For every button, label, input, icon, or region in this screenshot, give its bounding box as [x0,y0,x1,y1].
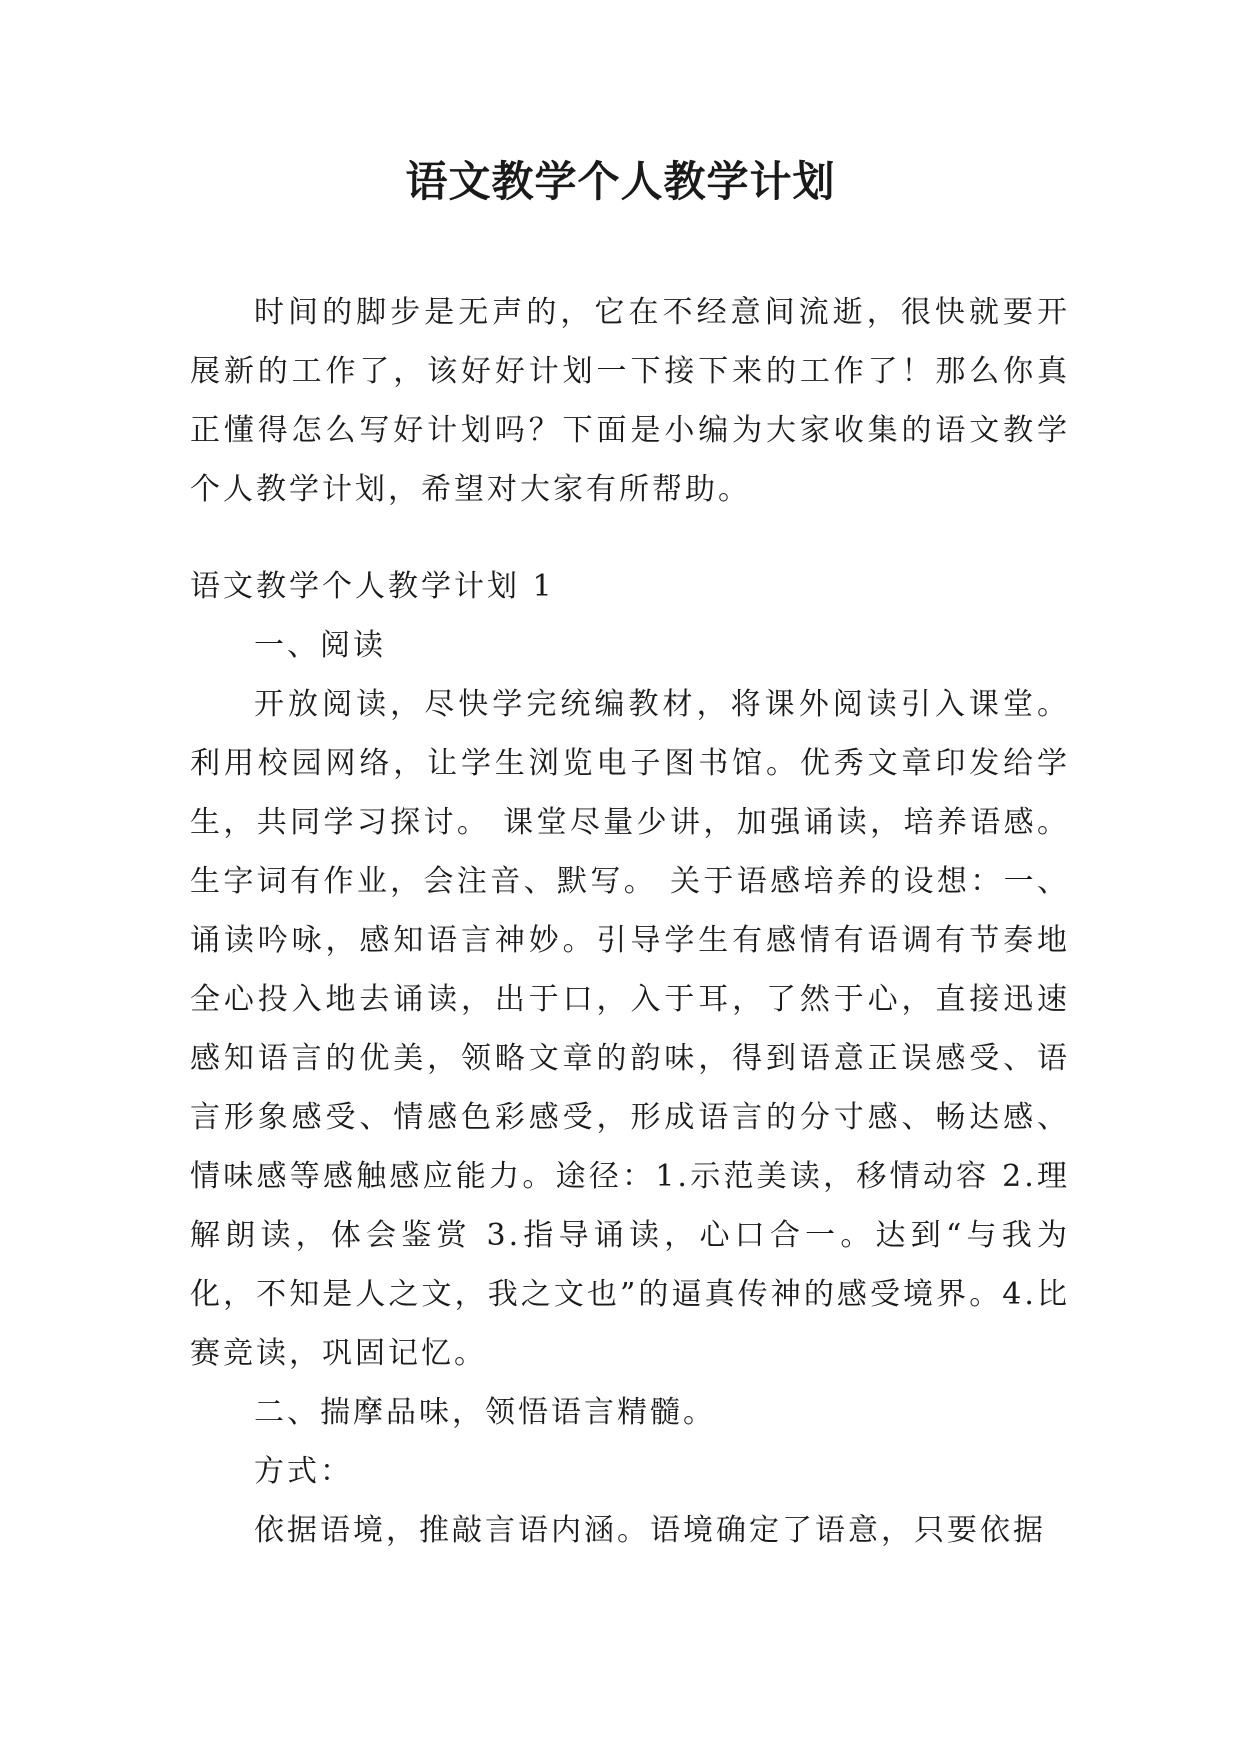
document-body [190,283,1070,1560]
reading-paragraph: 开放阅读，尽快学完统编教材，将课外阅读引入课堂。利用校园网络，让学生浏览电子图书馆。优秀文章印发给学生，共同学习探讨。 课堂尽量少讲，加强诵读，培养语感。生字词有作业，会注音、默写。 关于语感培养的设想：一、诵读吟咏，感知语言神妙。引导学生有感情有语调有节奏地全心投入地去诵读，出于口，入于耳，了然于心，直接迅速感知语言的优美，领略文章的韵味，得到语意正误感受、语言形象感受、情感色彩感受，形成语言的分寸感、畅达感、情味感等感触感应能力。途径：1.示范美读，移情动容 2.理解朗读，体会鉴赏 3.指导诵读，心口合一。达到“与我为化，不知是人之文，我之文也”的逼真传神的感受境界。4.比赛竞读，巩固记忆。 [190,687,1070,1371]
section-heading: 语文教学个人教学计划 1 [190,569,555,604]
sub-heading-language: 二、揣摩品味，领悟语言精髓。 [254,1395,716,1430]
method-label: 方式： [254,1454,353,1489]
method-paragraph: 依据语境，推敲言语内涵。语境确定了语意，只要依据 [254,1513,1046,1548]
sub-heading-reading: 一、阅读 [254,628,386,663]
intro-paragraph: 时间的脚步是无声的，它在不经意间流逝，很快就要开展新的工作了，该好好计划一下接下来的工作了！那么你真正懂得怎么写好计划吗？下面是小编为大家收集的语文教学个人教学计划，希望对大家有所帮助。 [190,295,1070,507]
document-title: 语文教学个人教学计划 [405,157,836,206]
